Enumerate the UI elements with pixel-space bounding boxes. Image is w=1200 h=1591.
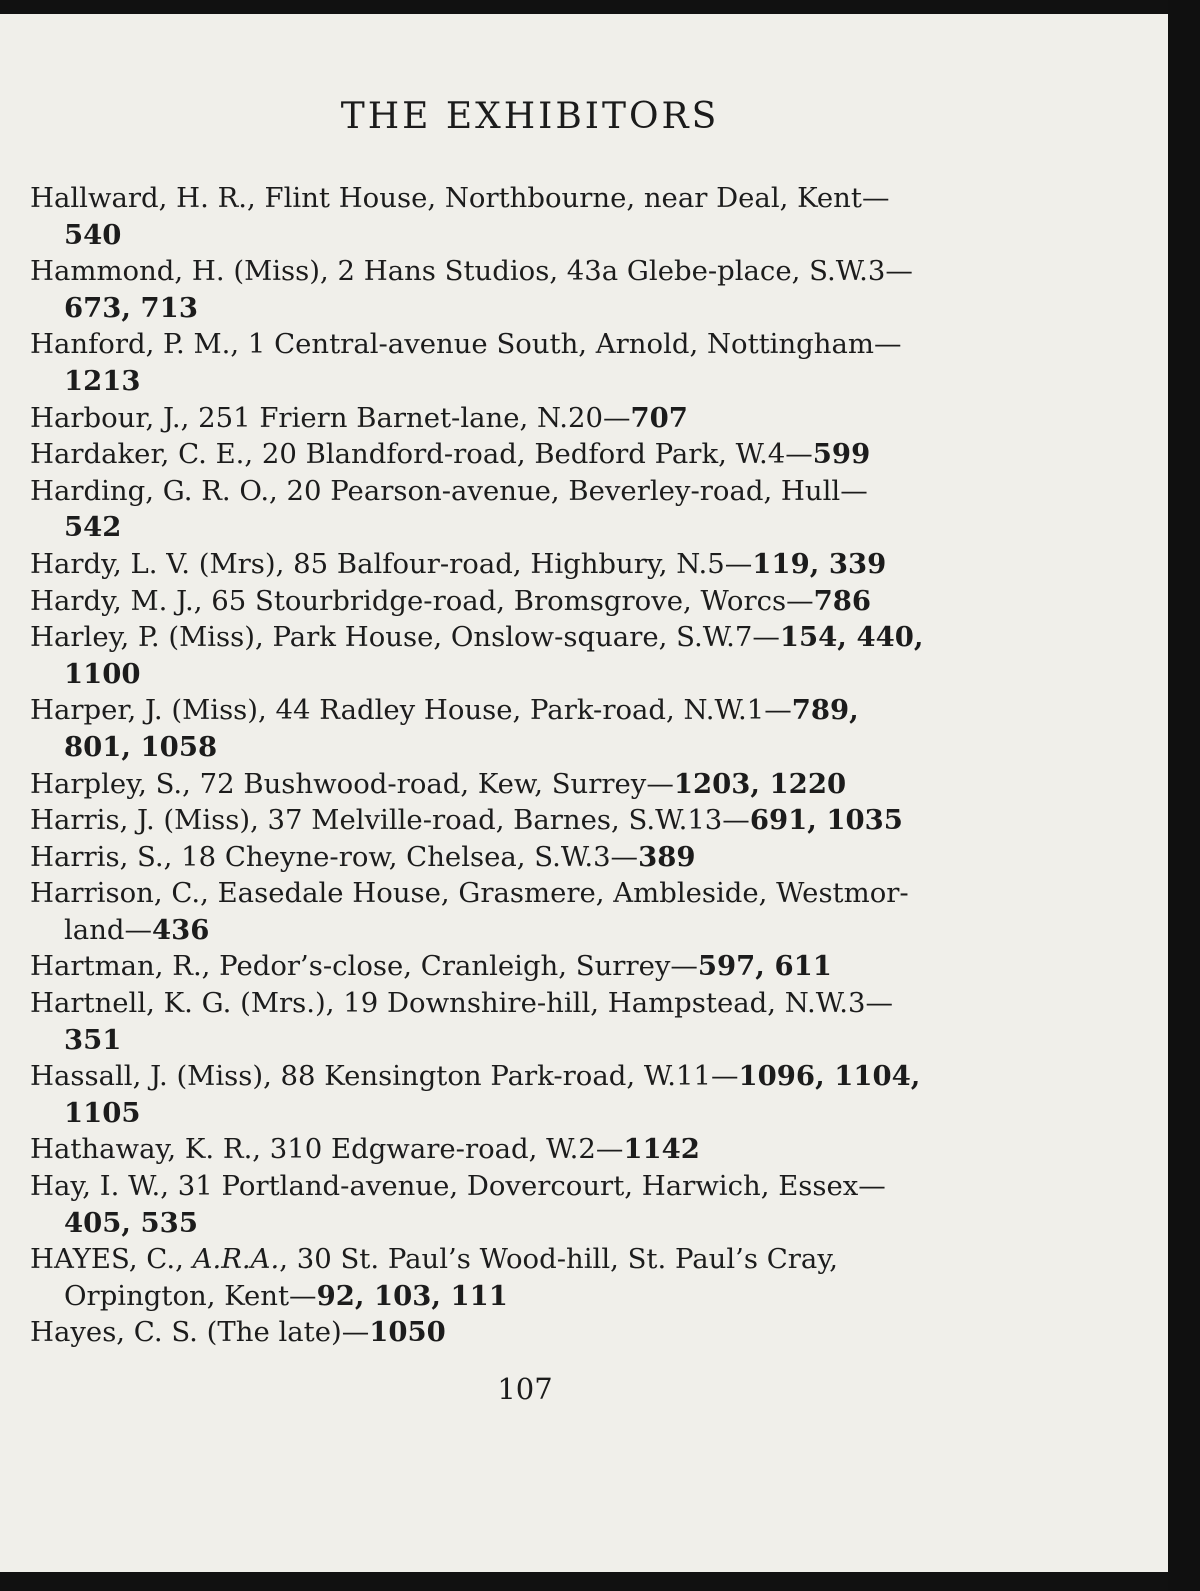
list-item: Hallward, H. R., Flint House, Northbourne, near Deal, Kent— 540 xyxy=(30,182,890,251)
list-item: Hammond, H. (Miss), 2 Hans Studios, 43a Glebe-place, S.W.3— 673, 713 xyxy=(30,255,913,324)
list-item: Hassall, J. (Miss), 88 Kensington Park-road, W.11—1096, 1104, 1105 xyxy=(30,1060,921,1129)
exhibitor-list xyxy=(30,180,1020,1351)
list-item: Harding, G. R. O., 20 Pearson-avenue, Beverley-road, Hull— 542 xyxy=(30,474,868,544)
list-item: Hayes, C. S. (The late)—1050 xyxy=(30,1316,446,1349)
list-item: Harper, J. (Miss), 44 Radley House, Park-road, N.W.1—789, 801, 1058 xyxy=(30,694,859,763)
list-item: Harley, P. (Miss), Park House, Onslow-square, S.W.7—154, 440, 1100 xyxy=(30,621,924,690)
page-number: 107 xyxy=(497,1372,553,1406)
list-item: Hathaway, K. R., 310 Edgware-road, W.2—1142 xyxy=(30,1133,700,1166)
list-item: Hardy, M. J., 65 Stourbridge-road, Bromsgrove, Worcs—786 xyxy=(30,584,872,617)
list-item: HAYES, C., A.R.A., 30 St. Paul’s Wood-hill, St. Paul’s Cray, Orpington, Kent—92, 103, 111 xyxy=(30,1243,838,1312)
list-item: Harris, J. (Miss), 37 Melville-road, Barnes, S.W.13—691, 1035 xyxy=(30,804,903,837)
book-page xyxy=(0,14,1168,1572)
list-item: Harris, S., 18 Cheyne-row, Chelsea, S.W.3—389 xyxy=(30,840,696,873)
list-item: Harpley, S., 72 Bushwood-road, Kew, Surrey—1203, 1220 xyxy=(30,767,847,800)
list-item: Hanford, P. M., 1 Central-avenue South, Arnold, Nottingham— 1213 xyxy=(30,328,902,397)
list-item: Harrison, C., Easedale House, Grasmere, Ambleside, Westmor- land—436 xyxy=(30,877,909,946)
list-item: Hay, I. W., 31 Portland-avenue, Dovercourt, Harwich, Essex— 405, 535 xyxy=(30,1170,886,1239)
list-item: Hartman, R., Pedor’s-close, Cranleigh, Surrey—597, 611 xyxy=(30,950,832,983)
page-title: THE EXHIBITORS xyxy=(340,96,720,137)
list-item: Hartnell, K. G. (Mrs.), 19 Downshire-hill, Hampstead, N.W.3— 351 xyxy=(30,987,893,1056)
list-item: Harbour, J., 251 Friern Barnet-lane, N.20—707 xyxy=(30,401,688,434)
scan-border xyxy=(1168,0,1200,1591)
list-item: Hardy, L. V. (Mrs), 85 Balfour-road, Highbury, N.5—119, 339 xyxy=(30,547,887,580)
list-item: Hardaker, C. E., 20 Blandford-road, Bedford Park, W.4—599 xyxy=(30,438,871,471)
